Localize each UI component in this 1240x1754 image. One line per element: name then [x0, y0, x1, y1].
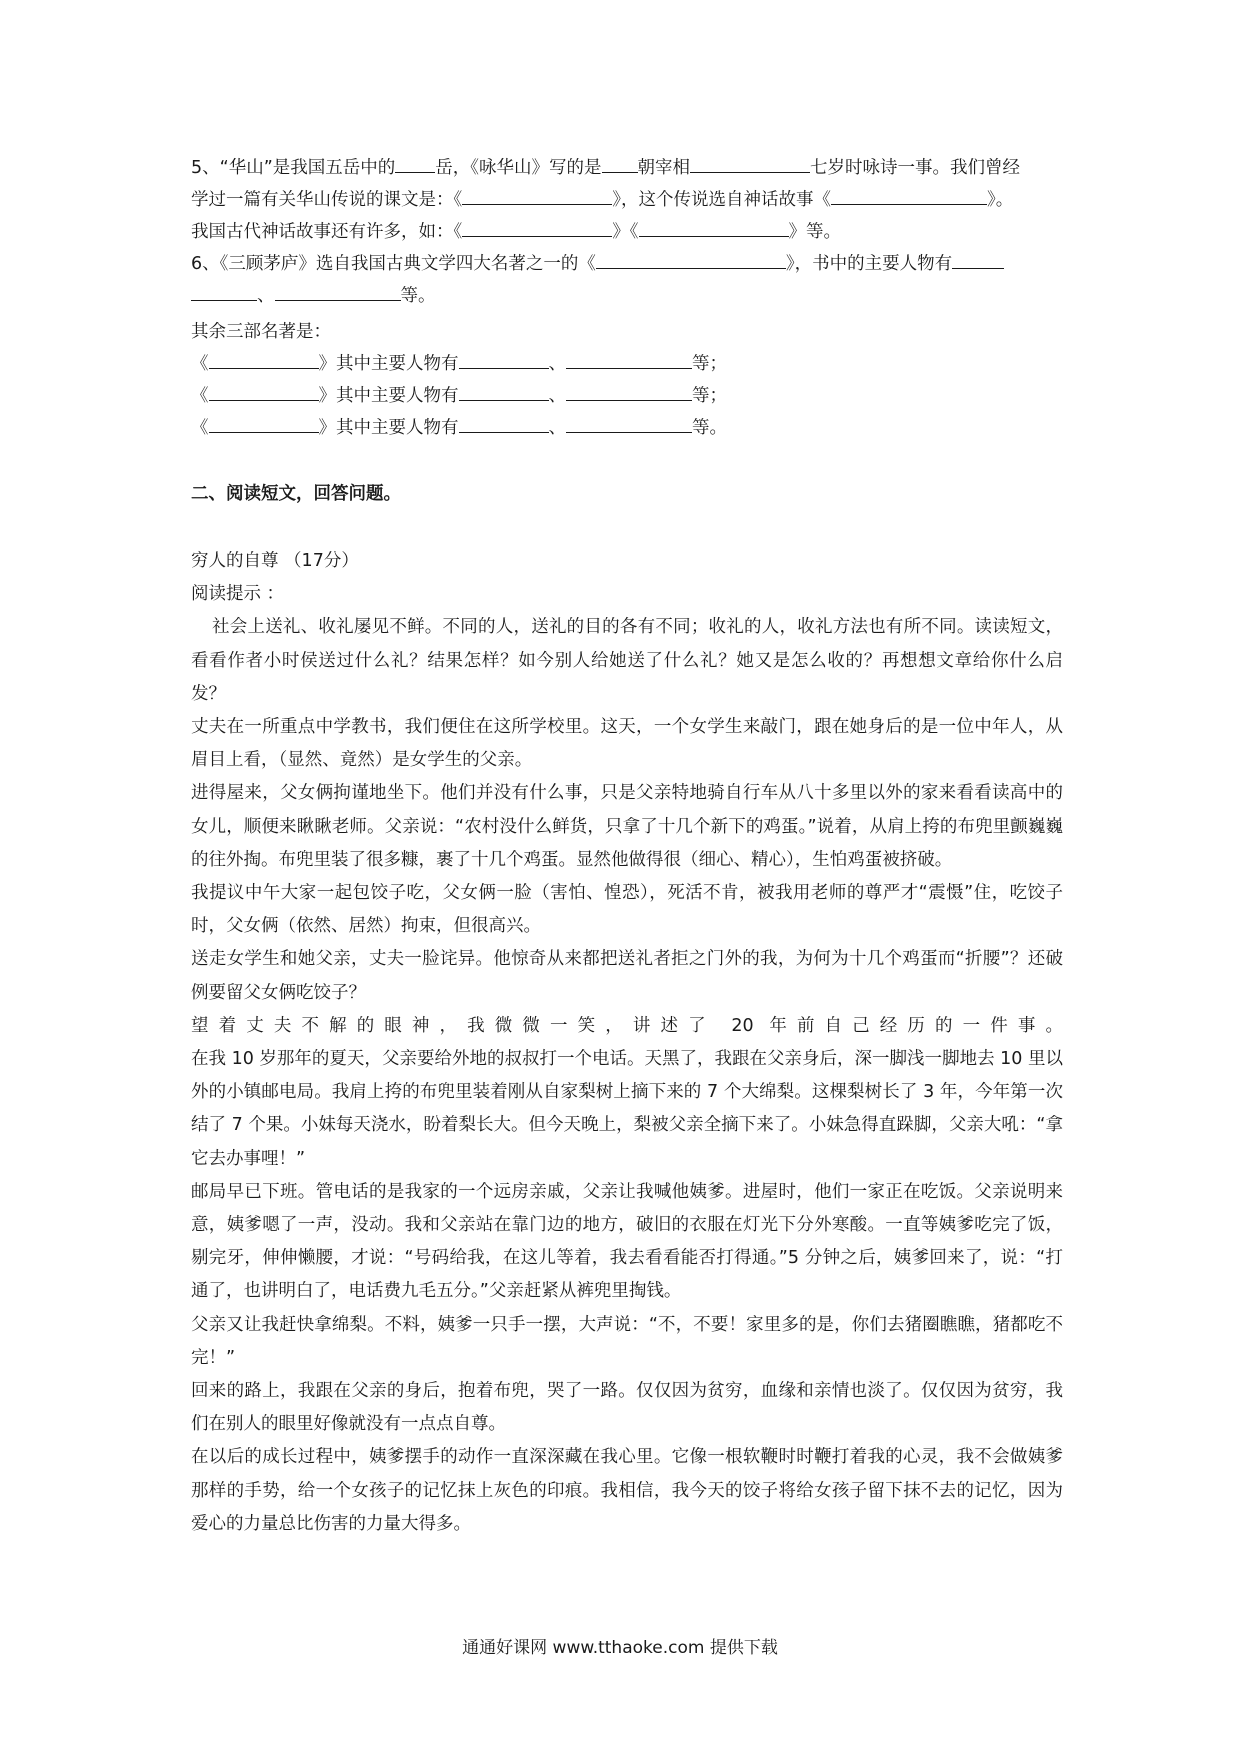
q6-text: 、 [548, 418, 566, 438]
q6-line-1 [191, 248, 1063, 280]
answer-blank[interactable] [209, 414, 319, 433]
q5-line-2 [191, 184, 1063, 216]
passage-paragraph: 社会上送礼、收礼屡见不鲜。不同的人，送礼的目的各有不同；收礼的人，收礼方法也有所不同。读读短文，看看作者小时侯送过什么礼？结果怎样？如今别人给她送了什么礼？她又是怎么收的？再想想文章给你什么启发？ [191, 617, 1063, 704]
section-title: 二、阅读短文，回答问题。 [191, 484, 401, 504]
q6-text: 《 [191, 418, 209, 438]
q5-text: 》，这个传说选自神话故事《 [612, 190, 831, 210]
answer-blank[interactable] [395, 154, 435, 173]
q6-text: 《 [191, 354, 209, 374]
answer-blank[interactable] [209, 382, 319, 401]
passage-paragraph: 丈夫在一所重点中学教书，我们便住在这所学校里。这天，一个女学生来敲门，跟在她身后的是一位中年人，从眉目上看，（显然、竟然）是女学生的父亲。 [191, 717, 1063, 771]
q6-text: 》其中主要人物有 [318, 354, 459, 374]
q6-row-1 [191, 348, 1063, 380]
answer-blank[interactable] [566, 382, 692, 401]
answer-blank[interactable] [566, 414, 692, 433]
passage-paragraph: 进得屋来，父女俩拘谨地坐下。他们并没有什么事，只是父亲特地骑自行车从八十多里以外的家来看看读高中的女儿，顺便来瞅瞅老师。父亲说：“农村没什么鲜货，只拿了十几个新下的鸡蛋。”说着，从肩上挎的布兜里颤巍巍的往外掏。布兜里装了很多糠，裹了十几个鸡蛋。显然他做得很（细心、精心），生怕鸡蛋被挤破。 [191, 783, 1063, 870]
question-6 [191, 248, 1063, 444]
answer-blank[interactable] [459, 414, 549, 433]
q6-text: 》，书中的主要人物有 [785, 254, 953, 274]
reading-passage [191, 545, 1063, 1541]
q5-text: 5、“华山”是我国五岳中的 [191, 158, 396, 178]
q6-text: 等。 [692, 418, 727, 438]
q5-line-1 [191, 152, 1063, 184]
passage-paragraph: 回来的路上，我跟在父亲的身后，抱着布兜，哭了一路。仅仅因为贫穷，血缘和亲情也淡了。仅仅因为贫穷，我们在别人的眼里好像就没有一点点自尊。 [191, 1381, 1063, 1435]
q5-text: 我国古代神话故事还有许多，如：《 [191, 222, 463, 242]
q6-text: 等。 [400, 286, 436, 306]
answer-blank[interactable] [602, 154, 638, 173]
q6-line-2 [191, 280, 1063, 312]
passage-paragraph: 送走女学生和她父亲，丈夫一脸诧异。他惊奇从来都把送礼者拒之门外的我，为何为十几个鸡蛋而“折腰”？还破例要留父女俩吃饺子？ [191, 949, 1063, 1003]
answer-blank[interactable] [952, 250, 1004, 269]
answer-blank[interactable] [191, 282, 257, 301]
passage-paragraph: 邮局早已下班。管电话的是我家的一个远房亲戚，父亲让我喊他姨爹。进屋时，他们一家正在吃饭。父亲说明来意，姨爹嗯了一声，没动。我和父亲站在靠门边的地方，破旧的衣服在灯光下分外寒酸。一直等姨爹吃完了饭，剔完牙，伸伸懒腰，才说：“号码给我，在这儿等着，我去看看能否打得通。”5 分钟之后，姨爹回来了，说：“打通了，也讲明白了，电话费九毛五分。”父亲赶紧从裤兜里掏钱。 [191, 1181, 1063, 1302]
answer-blank[interactable] [690, 154, 810, 173]
q5-text: 学过一篇有关华山传说的课文是：《 [191, 190, 463, 210]
q6-text: 、 [548, 386, 566, 406]
q5-text: 》《 [612, 222, 639, 242]
passage-paragraph: 我提议中午大家一起包饺子吃，父女俩一脸（害怕、惶恐），死活不肯，被我用老师的尊严才“震慑”住，吃饺子时，父女俩（依然、居然）拘束，但很高兴。 [191, 883, 1063, 937]
q6-text: 》其中主要人物有 [318, 418, 459, 438]
q5-text: 朝宰相 [637, 158, 691, 178]
answer-blank[interactable] [566, 350, 692, 369]
story-title: 穷人的自尊 （17分） [191, 551, 359, 571]
answer-blank[interactable] [831, 186, 987, 205]
q6-text: 《 [191, 386, 209, 406]
q5-text: 岳，《咏华山》写的是 [435, 158, 602, 178]
hint-label: 阅读提示 ： [191, 584, 285, 605]
q6-text: 等； [692, 354, 727, 374]
q6-text: 、 [548, 354, 566, 374]
answer-blank[interactable] [459, 350, 549, 369]
q5-text: 》。 [987, 190, 1014, 210]
answer-blank[interactable] [639, 218, 789, 237]
passage-paragraph: 父亲又让我赶快拿绵梨。不料，姨爹一只手一摆，大声说：“不，不要！家里多的是，你们去猪圈瞧瞧，猪都吃不完！” [191, 1314, 1063, 1368]
answer-blank[interactable] [596, 250, 786, 269]
q6-text: 等； [692, 386, 727, 406]
q6-text: 6、《三顾茅庐》选自我国古典文学四大名著之一的《 [191, 254, 596, 274]
q6-row-2 [191, 380, 1063, 412]
answer-blank[interactable] [459, 382, 549, 401]
q6-text: 、 [257, 286, 275, 306]
q6-intro: 其余三部名著是： [191, 322, 331, 342]
passage-paragraph: 望着丈夫不解的眼神，我微微一笑，讲述了 20 年前自己经历的一件事。 [191, 1015, 1063, 1036]
answer-blank[interactable] [462, 218, 612, 237]
q6-text: 》其中主要人物有 [318, 386, 459, 406]
q5-text: 》等。 [788, 222, 841, 242]
answer-blank[interactable] [462, 186, 612, 205]
answer-blank[interactable] [275, 282, 401, 301]
q5-text: 七岁时咏诗一事。我们曾经 [810, 158, 1021, 178]
question-5 [191, 152, 1063, 248]
q5-line-3 [191, 216, 1063, 248]
passage-paragraph: 在以后的成长过程中，姨爹摆手的动作一直深深藏在我心里。它像一根软鞭时时鞭打着我的心灵，我不会做姨爹那样的手势，给一个女孩子的记忆抹上灰色的印痕。我相信，我今天的饺子将给女孩子留下抹不去的记忆，因为爱心的力量总比伤害的力量大得多。 [191, 1447, 1063, 1534]
q6-row-3 [191, 412, 1063, 444]
page-footer: 通通好课网 www.tthaoke.com 提供下载 [462, 1638, 778, 1658]
passage-paragraph: 在我 10 岁那年的夏天，父亲要给外地的叔叔打一个电话。天黑了，我跟在父亲身后，深一脚浅一脚地去 10 里以外的小镇邮电局。我肩上挎的布兜里装着刚从自家梨树上摘下来的 7 个大绵梨。这棵梨树长了 3 年，今年第一次结了 7 个果。小妹每天浇水，盼着梨长大。但今天晚上，梨被父亲全摘下来了。小妹急得直跺脚，父亲大吼：“拿它去办事哩！” [191, 1049, 1063, 1169]
answer-blank[interactable] [209, 350, 319, 369]
